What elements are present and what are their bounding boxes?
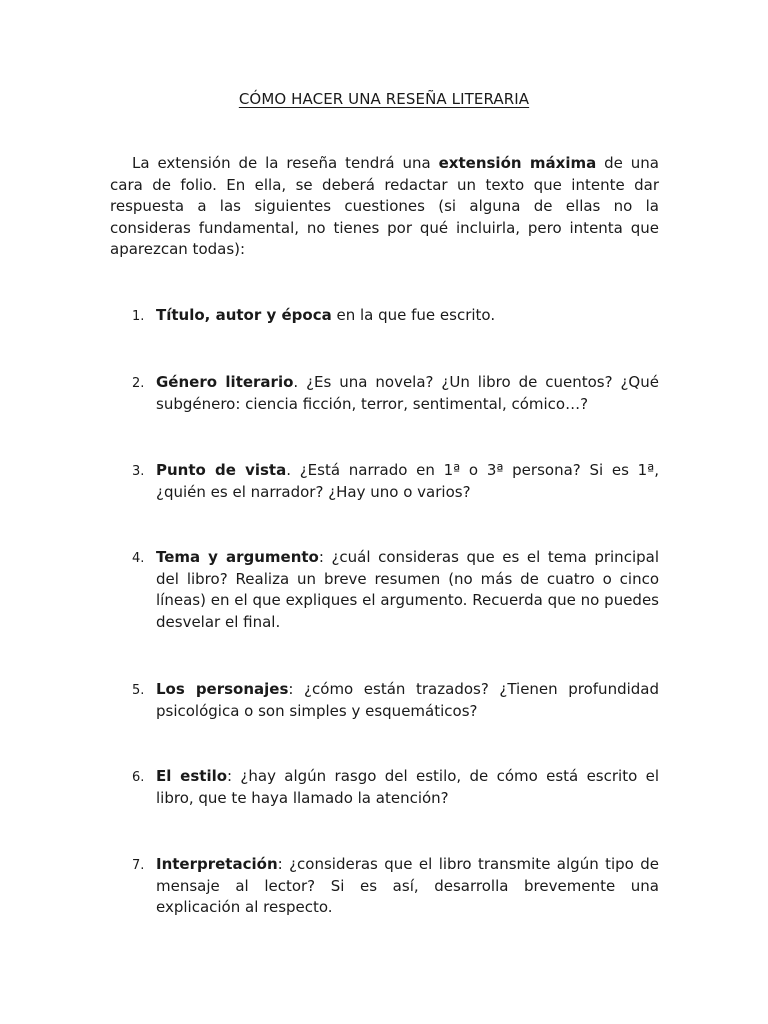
list-item xyxy=(110,547,659,633)
list-item-body: : ¿cuál consideras que es el tema principal del libro? Realiza un breve resumen (no más de cuatro o cinco líneas) en el que expliques el argumento. Recuerda que no puedes desvelar el final. xyxy=(156,548,659,631)
list-item-text xyxy=(156,460,659,503)
list-item-heading: Tema y argumento xyxy=(156,548,319,566)
intro-text-bold: extensión máxima xyxy=(438,154,597,172)
list-item xyxy=(110,679,659,722)
list-item-heading: Interpretación xyxy=(156,855,278,873)
list-item-text xyxy=(156,854,659,919)
list-item-body: : ¿cómo están trazados? ¿Tienen profundidad psicológica o son simples y esquemáticos? xyxy=(156,680,659,720)
list-item-heading: El estilo xyxy=(156,767,228,785)
list-item-text xyxy=(156,547,659,633)
intro-text-after: de una cara de folio. En ella, se deberá redactar un texto que intente dar respuesta a las siguientes cuestiones (si alguna de ellas no la consideras fundamental, no tienes por qué incluirla, pero intenta que aparezcan todas): xyxy=(110,154,659,258)
intro-paragraph xyxy=(110,153,659,261)
list-item-number: 3. xyxy=(132,464,145,479)
list-item-number: 5. xyxy=(132,683,145,698)
list-item-body: : ¿consideras que el libro transmite algún tipo de mensaje al lector? Si es así, desarrolla brevemente una explicación al respecto. xyxy=(156,855,659,916)
list-item xyxy=(110,305,659,327)
list-item-number: 4. xyxy=(132,551,145,566)
document-title-text: CÓMO HACER UNA RESEÑA LITERARIA xyxy=(238,90,530,108)
list-item xyxy=(110,854,659,919)
list-item-body: : ¿hay algún rasgo del estilo, de cómo está escrito el libro, que te haya llamado la atención? xyxy=(156,767,659,807)
list-item-heading: Género literario xyxy=(156,373,294,391)
list-item xyxy=(110,460,659,503)
list-item-heading: Punto de vista xyxy=(156,461,287,479)
list-item-number: 1. xyxy=(132,309,145,324)
list-item-number: 7. xyxy=(132,858,145,873)
list-item-body: . ¿Está narrado en 1ª o 3ª persona? Si es 1ª, ¿quién es el narrador? ¿Hay uno o varios? xyxy=(156,461,659,501)
document-title xyxy=(0,90,768,108)
list-item-text xyxy=(156,305,659,327)
list-item-body: en la que fue escrito. xyxy=(331,306,496,324)
list-item-text xyxy=(156,372,659,415)
intro-text-before: La extensión de la reseña tendrá una xyxy=(132,154,439,172)
list-item-body: . ¿Es una novela? ¿Un libro de cuentos? ¿Qué subgénero: ciencia ficción, terror, sentimental, cómico…? xyxy=(156,373,659,413)
list-item xyxy=(110,372,659,415)
list-item-heading: Los personajes xyxy=(156,680,289,698)
list-item-heading: Título, autor y época xyxy=(156,306,332,324)
list-item-number: 2. xyxy=(132,376,145,391)
list-item-text xyxy=(156,679,659,722)
list-item xyxy=(110,766,659,809)
list-item-text xyxy=(156,766,659,809)
list-item-number: 6. xyxy=(132,770,145,785)
